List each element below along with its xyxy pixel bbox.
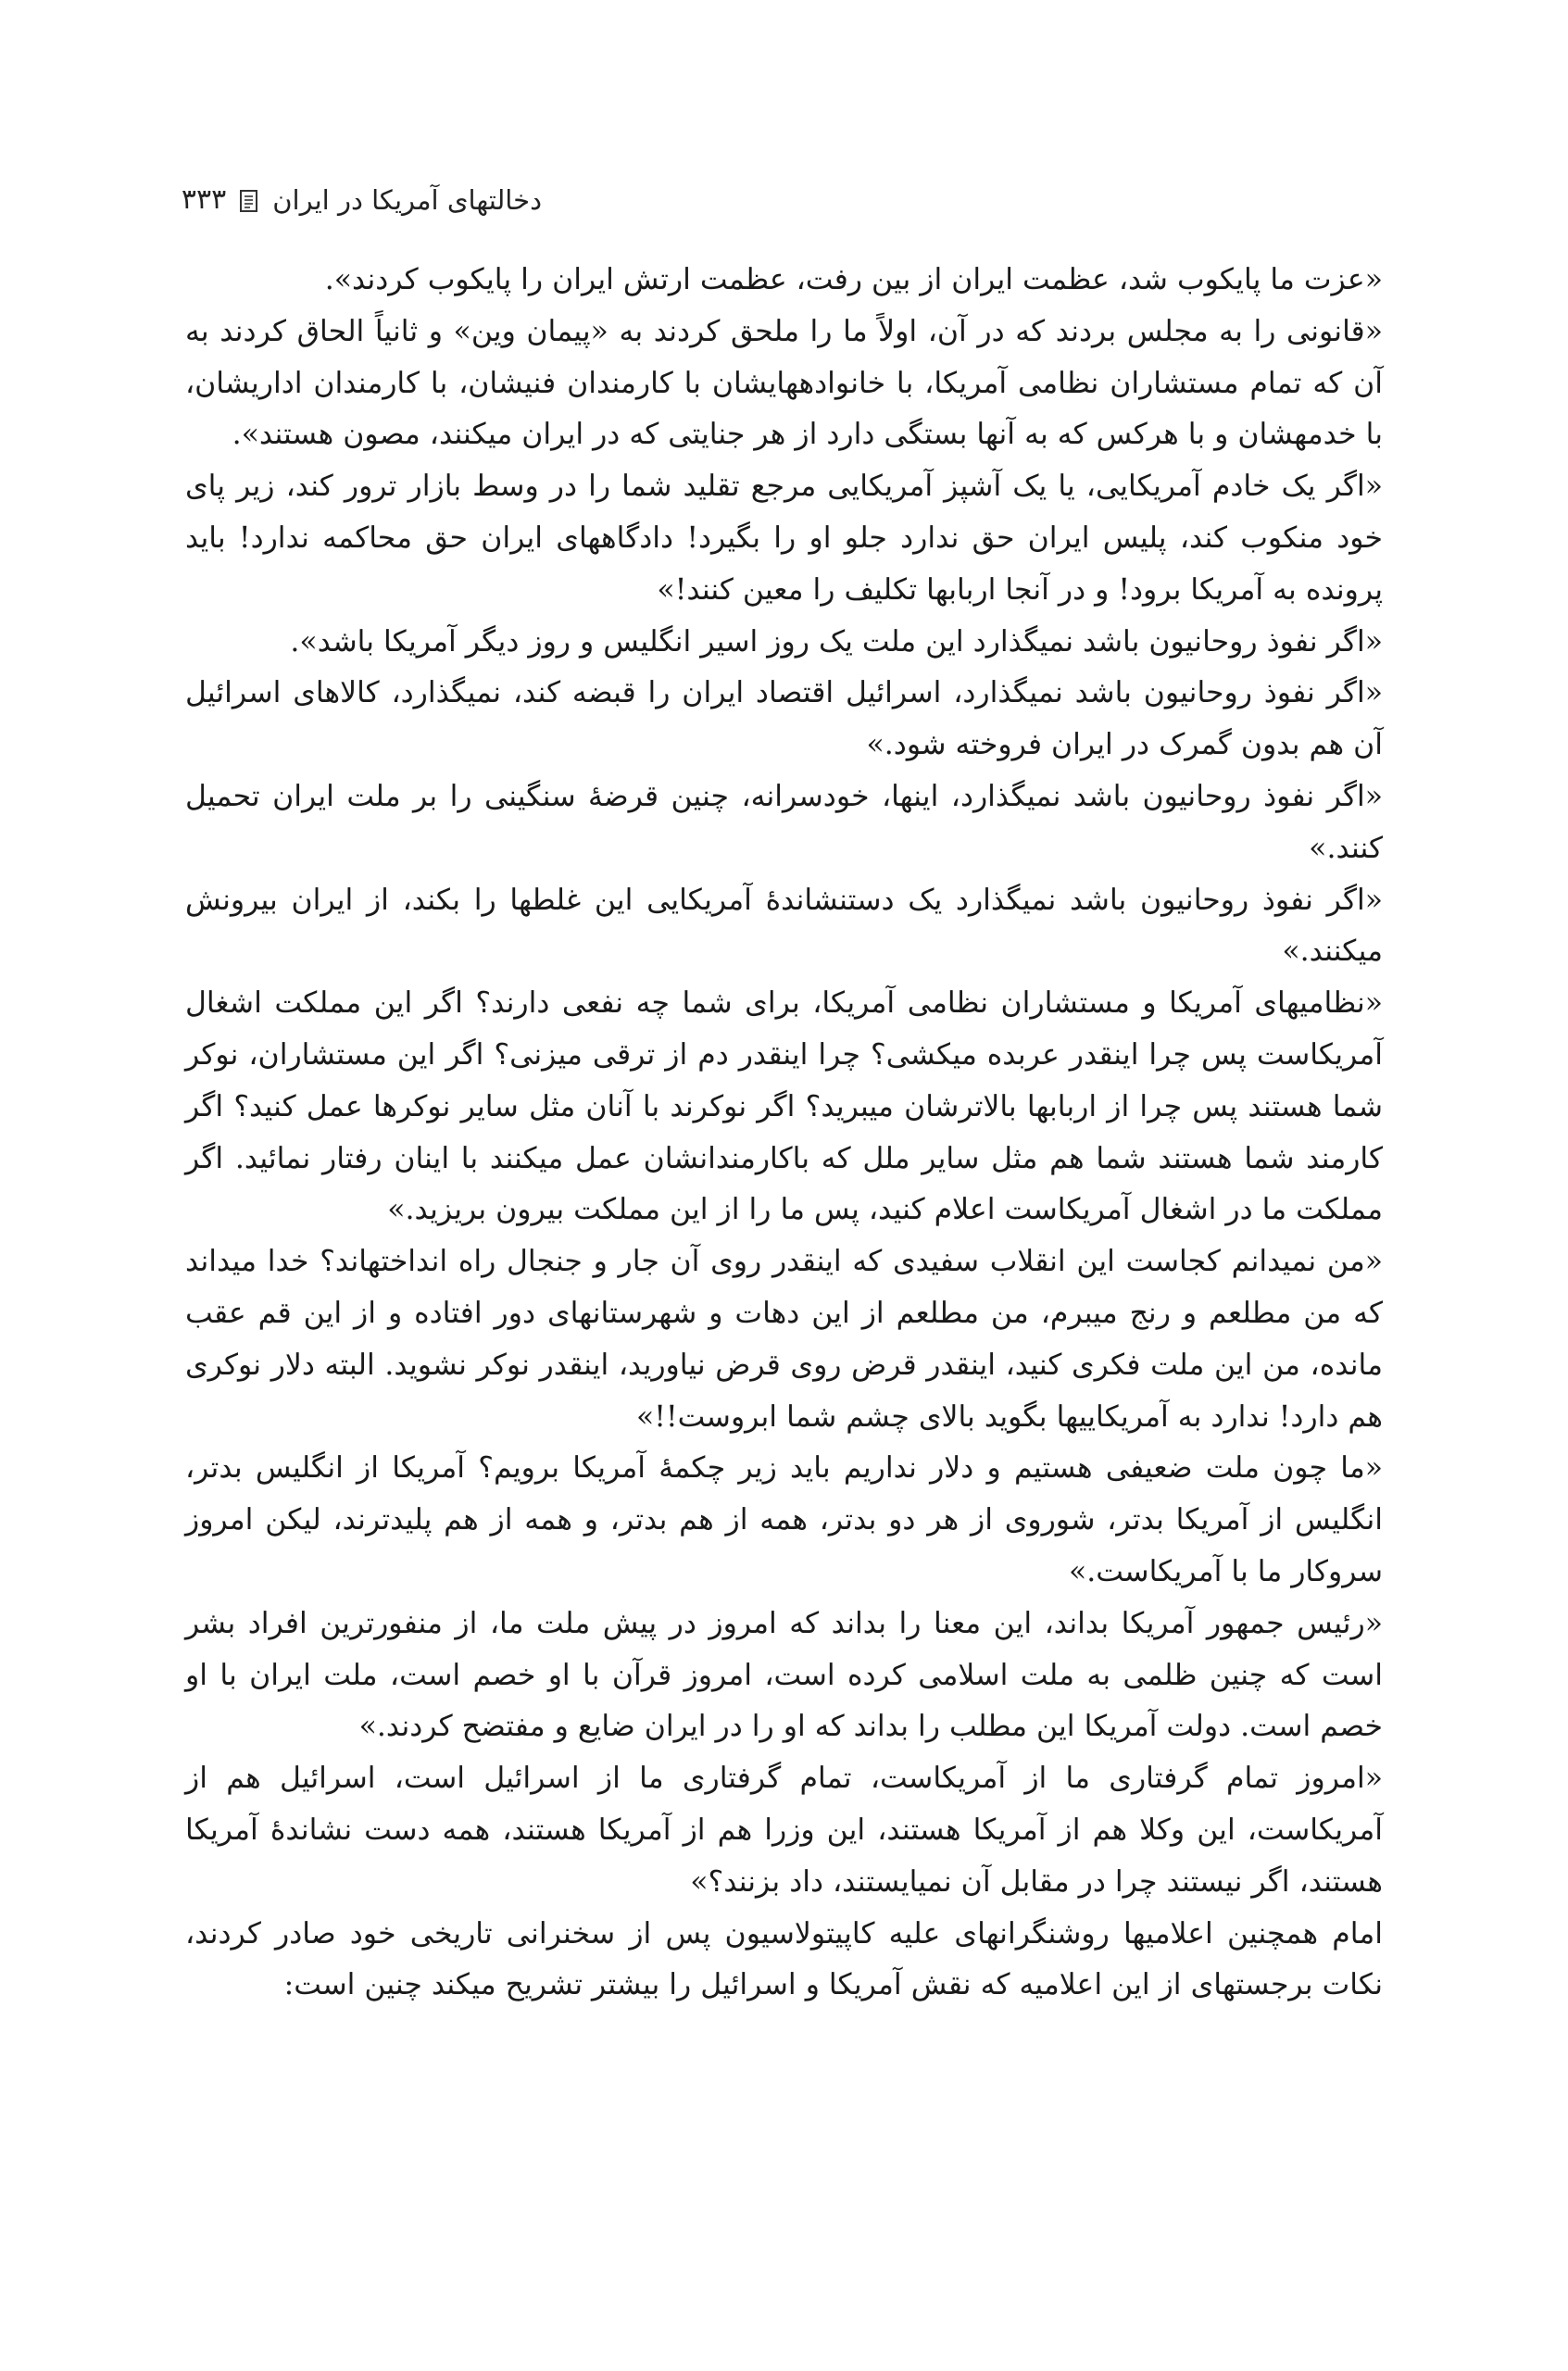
paragraph: «قانونی را به مجلس بردند که در آن، اولاً ما را ملحق کردند به «پیمان وین» و ثانیاً الحاق کردند به آن که تمام مستشاران نظامی آمریکا، با خانوادههایشان با کارمندان فنیشان، با کارمندان اداریشان، با خدمهشان و با هرکس که به آنها بستگی دارد از هر جنایتی که در ایران میکنند، مصون هستند». (185, 314, 1383, 452)
paragraph: «اگر نفوذ روحانیون باشد نمیگذارد، اسرائیل اقتصاد ایران را قبضه کند، نمیگذارد، کالاهای اسرائیل آن هم بدون گمرک در ایران فروخته شود.» (185, 676, 1383, 762)
book-icon (239, 188, 259, 212)
running-head (182, 183, 542, 216)
paragraph: «من نمیدانم کجاست این انقلاب سفیدی که اینقدر روی آن جار و جنجال راه انداختهاند؟ خدا میداند که من مطلعم و رنج میبرم، من مطلعم از این دهات و شهرستانهای دور افتاده و از این قم عقب مانده، من این ملت فکری کنید، اینقدر قرض روی قرض نیاورید، اینقدر نوکر نشوید. البته دلار نوکری هم دارد! ندارد به آمریکاییها بگوید بالای چشم شما ابروست!!» (185, 1245, 1383, 1434)
paragraph: «اگر نفوذ روحانیون باشد نمیگذارد، اینها، خودسرانه، چنین قرضهٔ سنگینی را بر ملت ایران تحمیل کنند.» (185, 779, 1383, 865)
paragraph: «اگر نفوذ روحانیون باشد نمیگذارد یک دستنشاندهٔ آمریکایی این غلطها را بکند، از ایران بیرونش میکنند.» (185, 883, 1383, 969)
paragraph: «امروز تمام گرفتاری ما از آمریکاست، تمام گرفتاری ما از اسرائیل است، اسرائیل هم از آمریکاست، این وکلا هم از آمریکا هستند، این وزرا هم از آمریکا هستند، همه دست نشاندهٔ آمریکا هستند، اگر نیستند چرا در مقابل آن نمیایستند، داد بزنند؟» (185, 1762, 1383, 1899)
paragraph: «اگر یک خادم آمریکایی، یا یک آشپز آمریکایی مرجع تقلید شما را در وسط بازار ترور کند، زیر پای خود منکوب کند، پلیس ایران حق ندارد جلو او را بگیرد! دادگاههای ایران حق محاکمه ندارد! باید پرونده به آمریکا برود! و در آنجا اربابها تکلیف را معین کنند!» (185, 470, 1383, 607)
paragraph: «ما چون ملت ضعیفی هستیم و دلار نداریم باید زیر چکمهٔ آمریکا برویم؟ آمریکا از انگلیس بدتر، انگلیس از آمریکا بدتر، شوروی از هر دو بدتر، همه از هم بدتر، و همه از هم پلیدترند، لیکن امروز سروکار ما با آمریکاست.» (185, 1451, 1383, 1588)
paragraph: «عزت ما پایکوب شد، عظمت ایران از بین رفت، عظمت ارتش ایران را پایکوب کردند». (324, 263, 1383, 296)
body-text (185, 255, 1383, 2012)
page-number: ۳۳۳ (181, 183, 227, 216)
paragraph: «اگر نفوذ روحانیون باشد نمیگذارد این ملت یک روز اسیر انگلیس و روز دیگر آمریکا باشد». (290, 624, 1383, 659)
running-head-title: دخالتهای آمریکا در ایران (272, 183, 542, 216)
paragraph: «رئیس جمهور آمریکا بداند، این معنا را بداند که امروز در پیش ملت ما، از منفورترین افراد بشر است که چنین ظلمی به ملت اسلامی کرده است، امروز قرآن با او خصم است، ملت ایران با او خصم است. دولت آمریکا این مطلب را بداند که او را در ایران ضایع و مفتضح کردند.» (185, 1606, 1383, 1744)
paragraph: «نظامیهای آمریکا و مستشاران نظامی آمریکا، برای شما چه نفعی دارند؟ اگر این مملکت اشغال آمریکاست پس چرا اینقدر عربده میکشی؟ چرا اینقدر دم از ترقی میزنی؟ اگر این مستشاران، نوکر شما هستند پس چرا از اربابها بالاترشان میبرید؟ اگر نوکرند با آنان مثل سایر نوکرها عمل کنید؟ اگر کارمند شما هستند شما هم مثل سایر ملل که باکارمندانشان عمل میکنند با اینان رفتار نمائید. اگر مملکت ما در اشغال آمریکاست اعلام کنید، پس ما را از این مملکت بیرون بریزید.» (185, 986, 1383, 1227)
paragraph: امام همچنین اعلامیها روشنگرانهای علیه کاپیتولاسیون پس از سخنرانی تاریخی خود صادر کردند، نکات برجستهای از این اعلامیه که نقش آمریکا و اسرائیل را بیشتر تشریح میکند چنین است: (185, 1916, 1383, 2002)
